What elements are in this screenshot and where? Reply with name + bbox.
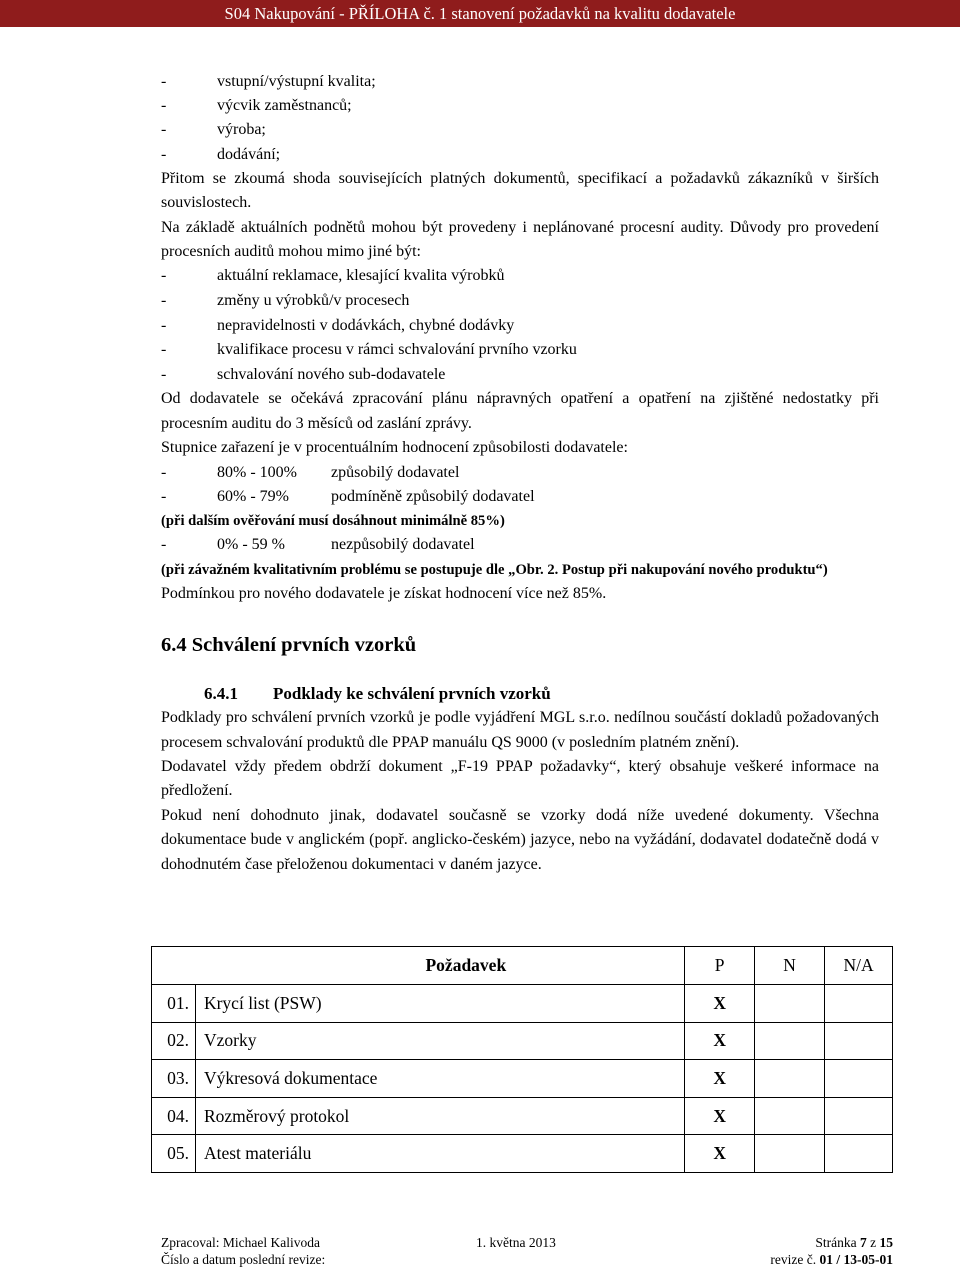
- row-n-mark: [755, 1060, 825, 1098]
- table-row: [152, 985, 893, 1023]
- row-p-mark: X: [685, 985, 755, 1023]
- row-requirement: Výkresová dokumentace: [195, 1060, 684, 1098]
- audit-reasons-list: [161, 264, 879, 387]
- table-header-row: [152, 947, 893, 985]
- row-number: 01.: [152, 985, 196, 1023]
- table-row: [152, 1060, 893, 1098]
- list-item: - kvalifikace procesu v rámci schvalování prvního vzorku: [161, 338, 879, 363]
- score-row: - 0% - 59 % nezpůsobilý dodavatel: [161, 533, 879, 557]
- score-label: podmíněně způsobilý dodavatel: [331, 488, 535, 506]
- paragraph-conformity: Přitom se zkoumá shoda souvisejících platných dokumentů, specifikací a požadavků zákazníků v širších souvislostech.: [161, 169, 879, 212]
- document-header-title: S04 Nakupování - PŘÍLOHA č. 1 stanovení požadavků na kvalitu dodavatele: [224, 4, 736, 23]
- paragraph-f19: Dodavatel vždy předem obdrží dokument „F-19 PPAP požadavky“, který obsahuje veškeré informace na předložení.: [161, 758, 879, 800]
- row-number: 05.: [152, 1135, 196, 1173]
- row-n-mark: [755, 1135, 825, 1173]
- score-range: 0% - 59 %: [217, 536, 285, 554]
- row-number: 03.: [152, 1060, 196, 1098]
- list-item: - výroba;: [161, 118, 879, 142]
- row-na-mark: [825, 1022, 893, 1060]
- row-requirement: Atest materiálu: [195, 1135, 684, 1173]
- list-item: - nepravidelnosti v dodávkách, chybné dodávky: [161, 314, 879, 339]
- footer-revision: revize č. 01 / 13-05-01: [770, 1252, 893, 1267]
- subsection-heading: [161, 682, 879, 706]
- requirements-table: [151, 946, 893, 1173]
- subsection-title: Podklady ke schválení prvních vzorků: [273, 684, 551, 704]
- row-requirement: Krycí list (PSW): [195, 985, 684, 1023]
- score-label: nezpůsobilý dodavatel: [331, 536, 475, 554]
- row-na-mark: [825, 1135, 893, 1173]
- score-range: 80% - 100%: [217, 463, 297, 481]
- paragraph-unplanned-audits: Na základě aktuálních podnětů mohou být provedeny i neplánované procesní audity. Důvody pro provedení procesních auditů mohou mimo jiné být:: [161, 218, 879, 261]
- row-p-mark: X: [685, 1135, 755, 1173]
- row-na-mark: [825, 1097, 893, 1135]
- table-row: [152, 1097, 893, 1135]
- score-range: 60% - 79%: [217, 488, 289, 506]
- paragraph-ppap: Podklady pro schválení prvních vzorků je podle vyjádření MGL s.r.o. nedílnou součástí dokladů požadovaných procesem schvalování produktů dle PPAP manuálu QS 9000 (v posledním platném znění).: [161, 709, 879, 751]
- footer-date: 1. května 2013: [476, 1235, 556, 1250]
- list-item: - schvalování nového sub-dodavatele: [161, 363, 879, 388]
- list-item: - výcvik zaměstnanců;: [161, 94, 879, 118]
- document-body: [161, 70, 879, 877]
- row-p-mark: X: [685, 1097, 755, 1135]
- table-header-n: N: [755, 947, 825, 985]
- table-header-requirement: Požadavek: [195, 947, 684, 985]
- row-number: 04.: [152, 1097, 196, 1135]
- row-na-mark: [825, 1060, 893, 1098]
- row-n-mark: [755, 1097, 825, 1135]
- table-row: [152, 1135, 893, 1173]
- row-number: 02.: [152, 1022, 196, 1060]
- list-item: - dodávání;: [161, 143, 879, 167]
- score-row: - 60% - 79% podmíněně způsobilý dodavatel: [161, 485, 879, 509]
- table-header-na: N/A: [825, 947, 893, 985]
- footer-page-number: Stránka 7 z 15: [815, 1235, 893, 1250]
- table-row: [152, 1022, 893, 1060]
- section-heading: 6.4 Schválení prvních vzorků: [161, 634, 417, 657]
- row-n-mark: [755, 985, 825, 1023]
- table-header-p: P: [685, 947, 755, 985]
- list-item: - vstupní/výstupní kvalita;: [161, 70, 879, 94]
- score-label: způsobilý dodavatel: [331, 463, 460, 481]
- list-item: - změny u výrobků/v procesech: [161, 289, 879, 314]
- row-p-mark: X: [685, 1060, 755, 1098]
- document-header: [0, 0, 960, 27]
- footer-processed-by: Zpracoval: Michael Kalivoda: [161, 1235, 320, 1250]
- paragraph-corrective-actions: Od dodavatele se očekává zpracování plánu nápravných opatření a opatření na zjištěné nedostatky při procesním auditu do 3 měsíců od zaslání zprávy.: [161, 390, 879, 432]
- row-na-mark: [825, 985, 893, 1023]
- list-item: - aktuální reklamace, klesající kvalita výrobků: [161, 264, 879, 289]
- row-requirement: Vzorky: [195, 1022, 684, 1060]
- row-p-mark: X: [685, 1022, 755, 1060]
- paragraph-rating-scale: Stupnice zařazení je v procentuálním hodnocení způsobilosti dodavatele:: [161, 439, 628, 457]
- paragraph-new-supplier-condition: Podmínkou pro nového dodavatele je získat hodnocení více než 85%.: [161, 584, 607, 602]
- row-n-mark: [755, 1022, 825, 1060]
- footer-revision-label: Číslo a datum poslední revize:: [161, 1252, 326, 1267]
- score-row: - 80% - 100% způsobilý dodavatel: [161, 461, 879, 485]
- row-requirement: Rozměrový protokol: [195, 1097, 684, 1135]
- note-minimum: (při dalším ověřování musí dosáhnout minimálně 85%): [161, 513, 505, 530]
- document-footer: [161, 1234, 893, 1268]
- subsection-number: 6.4.1: [204, 684, 238, 704]
- audit-scope-list: [161, 70, 879, 167]
- paragraph-documentation: Pokud není dohodnuto jinak, dodavatel současně se vzorky dodá níže uvedené dokumenty. Všechna dokumentace bude v anglickém (popř. anglicko-českém) jazyce, nebo na vyžádání, dodavatel dodatečně dodá v dohodnutém čase přeloženou dokumentaci v daném jazyce.: [161, 806, 879, 873]
- note-serious-problem: (při závažném kvalitativním problému se postupuje dle „Obr. 2. Postup při nakupování nového produktu“): [161, 561, 828, 578]
